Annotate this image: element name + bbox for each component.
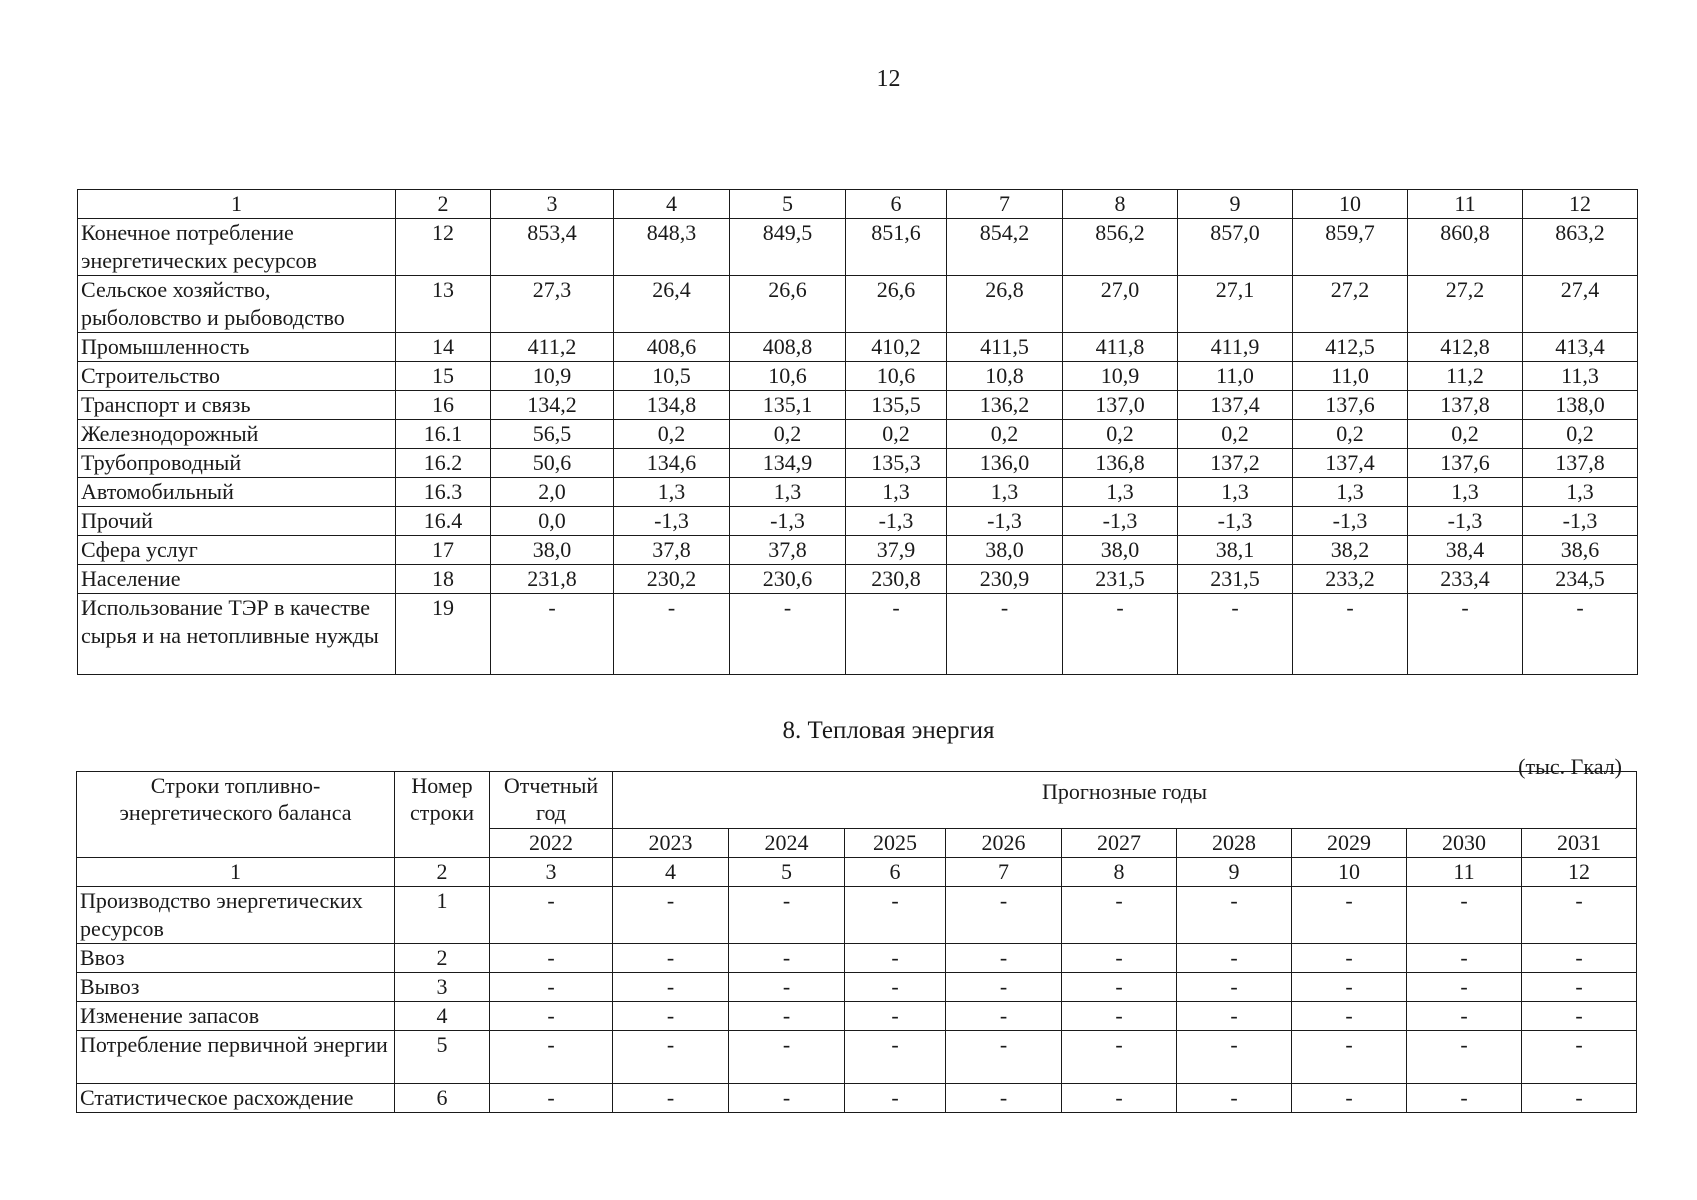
heat-energy-table bbox=[76, 771, 1637, 1113]
column-number: 3 bbox=[490, 858, 613, 887]
table-cell-value: 231,8 bbox=[491, 565, 614, 594]
column-number: 8 bbox=[1062, 858, 1177, 887]
table-cell-value: - bbox=[845, 973, 946, 1002]
table-row bbox=[78, 391, 1638, 420]
table-row bbox=[77, 944, 1637, 973]
column-number: 5 bbox=[730, 190, 846, 219]
column-number: 5 bbox=[729, 858, 845, 887]
table-cell-value: 136,2 bbox=[947, 391, 1063, 420]
table-cell-value: 411,2 bbox=[491, 333, 614, 362]
table-cell-value: - bbox=[490, 1084, 613, 1113]
table-cell-value: 0,0 bbox=[491, 507, 614, 536]
table-cell-value: - bbox=[1177, 1002, 1292, 1031]
table-cell-value: - bbox=[1292, 1031, 1407, 1084]
column-number: 4 bbox=[613, 858, 729, 887]
table-cell-value: - bbox=[1407, 1002, 1522, 1031]
row-label: Статистическое расхождение bbox=[77, 1084, 395, 1113]
table-cell-value: 230,6 bbox=[730, 565, 846, 594]
row-line-number: 5 bbox=[395, 1031, 490, 1084]
table-cell-value: - bbox=[1062, 973, 1177, 1002]
table-cell-value: 37,8 bbox=[730, 536, 846, 565]
table-cell-value: 26,6 bbox=[730, 276, 846, 333]
table-cell-value: - bbox=[490, 1031, 613, 1084]
header-forecast-year: 2024 bbox=[729, 829, 845, 858]
column-number: 2 bbox=[395, 858, 490, 887]
table-cell-value: - bbox=[1062, 1031, 1177, 1084]
table-row bbox=[78, 333, 1638, 362]
row-label: Использование ТЭР в качестве сырья и на нетопливные нужды bbox=[78, 594, 396, 675]
row-label: Потребление первичной энергии bbox=[77, 1031, 395, 1084]
column-number: 9 bbox=[1177, 858, 1292, 887]
table-cell-value: 10,6 bbox=[846, 362, 947, 391]
table-cell-value: - bbox=[1292, 1002, 1407, 1031]
table-cell-value: 137,6 bbox=[1293, 391, 1408, 420]
row-label: Прочий bbox=[78, 507, 396, 536]
row-line-number: 16.4 bbox=[396, 507, 491, 536]
table-cell-value: - bbox=[1292, 944, 1407, 973]
table-cell-value: 137,8 bbox=[1408, 391, 1523, 420]
table-cell-value: - bbox=[491, 594, 614, 675]
table-cell-value: - bbox=[1522, 973, 1637, 1002]
table-cell-value: 38,6 bbox=[1523, 536, 1638, 565]
table-cell-value: - bbox=[946, 887, 1062, 944]
table-row bbox=[77, 1002, 1637, 1031]
table-cell-value: - bbox=[613, 1084, 729, 1113]
row-line-number: 16.2 bbox=[396, 449, 491, 478]
table-row bbox=[77, 973, 1637, 1002]
table-cell-value: 134,6 bbox=[614, 449, 730, 478]
column-number: 6 bbox=[846, 190, 947, 219]
table-cell-value: 854,2 bbox=[947, 219, 1063, 276]
row-line-number: 6 bbox=[395, 1084, 490, 1113]
table-cell-value: - bbox=[729, 944, 845, 973]
table-cell-value: 233,2 bbox=[1293, 565, 1408, 594]
table-cell-value: - bbox=[1407, 1031, 1522, 1084]
table-cell-value: 1,3 bbox=[947, 478, 1063, 507]
table-cell-value: - bbox=[1292, 887, 1407, 944]
table-cell-value: -1,3 bbox=[1293, 507, 1408, 536]
table-cell-value: 27,3 bbox=[491, 276, 614, 333]
row-line-number: 19 bbox=[396, 594, 491, 675]
table-cell-value: 0,2 bbox=[1178, 420, 1293, 449]
table-cell-value: 0,2 bbox=[614, 420, 730, 449]
table-cell-value: 1,3 bbox=[1408, 478, 1523, 507]
table-cell-value: - bbox=[614, 594, 730, 675]
table-cell-value: 26,6 bbox=[846, 276, 947, 333]
table-cell-value: 136,8 bbox=[1063, 449, 1178, 478]
table-cell-value: - bbox=[1178, 594, 1293, 675]
table-cell-value: - bbox=[729, 973, 845, 1002]
column-number: 3 bbox=[491, 190, 614, 219]
table-cell-value: 137,0 bbox=[1063, 391, 1178, 420]
table-cell-value: - bbox=[490, 944, 613, 973]
header-rows-label: Строки топливно-энергетического баланса bbox=[77, 772, 395, 858]
table-cell-value: 233,4 bbox=[1408, 565, 1523, 594]
table-cell-value: 411,8 bbox=[1063, 333, 1178, 362]
header-forecast-year: 2025 bbox=[845, 829, 946, 858]
table-cell-value: - bbox=[1523, 594, 1638, 675]
table-cell-value: - bbox=[613, 887, 729, 944]
table-cell-value: 859,7 bbox=[1293, 219, 1408, 276]
row-label: Изменение запасов bbox=[77, 1002, 395, 1031]
column-number: 10 bbox=[1293, 190, 1408, 219]
column-number: 7 bbox=[947, 190, 1063, 219]
table-cell-value: 134,9 bbox=[730, 449, 846, 478]
row-label: Железнодорожный bbox=[78, 420, 396, 449]
section-title: 8. Тепловая энергия bbox=[782, 717, 995, 744]
table-cell-value: 0,2 bbox=[846, 420, 947, 449]
table-cell-value: 408,8 bbox=[730, 333, 846, 362]
table-row bbox=[78, 420, 1638, 449]
table-cell-value: 135,3 bbox=[846, 449, 947, 478]
table-cell-value: 1,3 bbox=[1178, 478, 1293, 507]
units-label: (тыс. Гкал) bbox=[1518, 754, 1622, 779]
column-number: 8 bbox=[1063, 190, 1178, 219]
column-number: 12 bbox=[1522, 858, 1637, 887]
table-cell-value: 860,8 bbox=[1408, 219, 1523, 276]
table-cell-value: 230,8 bbox=[846, 565, 947, 594]
table-cell-value: - bbox=[613, 1002, 729, 1031]
table-cell-value: - bbox=[1408, 594, 1523, 675]
table-row bbox=[78, 594, 1638, 675]
table-cell-value: - bbox=[729, 887, 845, 944]
table-cell-value: 0,2 bbox=[947, 420, 1063, 449]
table-row bbox=[78, 536, 1638, 565]
table-cell-value: 234,5 bbox=[1523, 565, 1638, 594]
table-cell-value: - bbox=[1177, 1031, 1292, 1084]
table-cell-value: - bbox=[1062, 944, 1177, 973]
table-cell-value: 851,6 bbox=[846, 219, 947, 276]
row-label: Трубопроводный bbox=[78, 449, 396, 478]
table-cell-value: - bbox=[490, 1002, 613, 1031]
table-cell-value: - bbox=[613, 1031, 729, 1084]
table-cell-value: 10,6 bbox=[730, 362, 846, 391]
table-cell-value: 408,6 bbox=[614, 333, 730, 362]
table-cell-value: - bbox=[846, 594, 947, 675]
header-forecast-year: 2026 bbox=[946, 829, 1062, 858]
table-cell-value: -1,3 bbox=[947, 507, 1063, 536]
table-cell-value: - bbox=[613, 973, 729, 1002]
table-cell-value: 1,3 bbox=[730, 478, 846, 507]
table-cell-value: - bbox=[946, 1002, 1062, 1031]
table-cell-value: 50,6 bbox=[491, 449, 614, 478]
table-cell-value: 26,8 bbox=[947, 276, 1063, 333]
table-cell-value: 137,8 bbox=[1523, 449, 1638, 478]
column-number: 11 bbox=[1407, 858, 1522, 887]
header-report-year: 2022 bbox=[490, 829, 613, 858]
table-cell-value: 863,2 bbox=[1523, 219, 1638, 276]
table-cell-value: - bbox=[845, 1031, 946, 1084]
table-cell-value: 10,5 bbox=[614, 362, 730, 391]
table-cell-value: 2,0 bbox=[491, 478, 614, 507]
table-cell-value: - bbox=[729, 1002, 845, 1031]
column-number: 1 bbox=[77, 858, 395, 887]
table-cell-value: 856,2 bbox=[1063, 219, 1178, 276]
table-cell-value: 230,9 bbox=[947, 565, 1063, 594]
row-line-number: 16 bbox=[396, 391, 491, 420]
column-number: 1 bbox=[78, 190, 396, 219]
table-cell-value: 27,2 bbox=[1408, 276, 1523, 333]
table-cell-value: -1,3 bbox=[614, 507, 730, 536]
row-label: Производство энергетических ресурсов bbox=[77, 887, 395, 944]
row-label: Население bbox=[78, 565, 396, 594]
table-cell-value: 27,1 bbox=[1178, 276, 1293, 333]
table-cell-value: - bbox=[946, 1084, 1062, 1113]
table-cell-value: 412,5 bbox=[1293, 333, 1408, 362]
table-cell-value: - bbox=[1177, 944, 1292, 973]
table-cell-value: - bbox=[1522, 1031, 1637, 1084]
row-label: Сфера услуг bbox=[78, 536, 396, 565]
table-cell-value: -1,3 bbox=[1523, 507, 1638, 536]
row-line-number: 16.1 bbox=[396, 420, 491, 449]
table-row bbox=[77, 887, 1637, 944]
table-cell-value: - bbox=[845, 887, 946, 944]
table-row bbox=[77, 1031, 1637, 1084]
table-cell-value: 135,1 bbox=[730, 391, 846, 420]
table-cell-value: 0,2 bbox=[1408, 420, 1523, 449]
table-cell-value: 230,2 bbox=[614, 565, 730, 594]
row-label: Сельское хозяйство, рыболовство и рыбоводство bbox=[78, 276, 396, 333]
table-cell-value: 10,9 bbox=[491, 362, 614, 391]
table-cell-value: - bbox=[1062, 887, 1177, 944]
table-cell-value: 11,2 bbox=[1408, 362, 1523, 391]
column-number: 6 bbox=[845, 858, 946, 887]
table-cell-value: - bbox=[729, 1031, 845, 1084]
row-line-number: 16.3 bbox=[396, 478, 491, 507]
table-cell-value: - bbox=[490, 887, 613, 944]
table-cell-value: -1,3 bbox=[1063, 507, 1178, 536]
table-cell-value: 411,9 bbox=[1178, 333, 1293, 362]
row-label: Промышленность bbox=[78, 333, 396, 362]
table-cell-value: - bbox=[1177, 887, 1292, 944]
table-cell-value: - bbox=[845, 944, 946, 973]
row-line-number: 13 bbox=[396, 276, 491, 333]
row-line-number: 4 bbox=[395, 1002, 490, 1031]
table-cell-value: - bbox=[1177, 1084, 1292, 1113]
table-cell-value: 410,2 bbox=[846, 333, 947, 362]
table-cell-value: 1,3 bbox=[1523, 478, 1638, 507]
table-cell-value: 56,5 bbox=[491, 420, 614, 449]
table-cell-value: 38,2 bbox=[1293, 536, 1408, 565]
table-cell-value: 26,4 bbox=[614, 276, 730, 333]
header-row bbox=[77, 772, 1637, 829]
table-cell-value: - bbox=[613, 944, 729, 973]
table-cell-value: 11,0 bbox=[1178, 362, 1293, 391]
table-cell-value: 231,5 bbox=[1063, 565, 1178, 594]
table-cell-value: - bbox=[946, 973, 1062, 1002]
table-cell-value: - bbox=[1522, 1002, 1637, 1031]
header-forecast-year: 2027 bbox=[1062, 829, 1177, 858]
table-cell-value: 1,3 bbox=[846, 478, 947, 507]
table-cell-value: 0,2 bbox=[1523, 420, 1638, 449]
table-cell-value: - bbox=[1292, 973, 1407, 1002]
table-cell-value: - bbox=[1062, 1002, 1177, 1031]
column-number: 9 bbox=[1178, 190, 1293, 219]
table-cell-value: 412,8 bbox=[1408, 333, 1523, 362]
row-line-number: 3 bbox=[395, 973, 490, 1002]
table-cell-value: - bbox=[1407, 1084, 1522, 1113]
table-cell-value: - bbox=[1522, 887, 1637, 944]
table-cell-value: - bbox=[730, 594, 846, 675]
table-cell-value: 38,0 bbox=[491, 536, 614, 565]
table-cell-value: - bbox=[1407, 887, 1522, 944]
header-forecast-year: 2028 bbox=[1177, 829, 1292, 858]
table-cell-value: 11,3 bbox=[1523, 362, 1638, 391]
table-cell-value: 27,0 bbox=[1063, 276, 1178, 333]
table-cell-value: 10,8 bbox=[947, 362, 1063, 391]
column-number: 4 bbox=[614, 190, 730, 219]
table-cell-value: 37,8 bbox=[614, 536, 730, 565]
table-row bbox=[78, 362, 1638, 391]
table-cell-value: 1,3 bbox=[1293, 478, 1408, 507]
table-cell-value: - bbox=[1062, 1084, 1177, 1113]
column-numbers-row bbox=[78, 190, 1638, 219]
header-forecast-year: 2030 bbox=[1407, 829, 1522, 858]
table-cell-value: - bbox=[1063, 594, 1178, 675]
row-label: Строительство bbox=[78, 362, 396, 391]
table-row bbox=[78, 219, 1638, 276]
table-cell-value: 848,3 bbox=[614, 219, 730, 276]
table-cell-value: - bbox=[1293, 594, 1408, 675]
row-line-number: 12 bbox=[396, 219, 491, 276]
table-cell-value: 231,5 bbox=[1178, 565, 1293, 594]
table-cell-value: 27,4 bbox=[1523, 276, 1638, 333]
table-cell-value: - bbox=[947, 594, 1063, 675]
header-forecast-year: 2031 bbox=[1522, 829, 1637, 858]
table-cell-value: 1,3 bbox=[1063, 478, 1178, 507]
table-cell-value: 135,5 bbox=[846, 391, 947, 420]
row-line-number: 18 bbox=[396, 565, 491, 594]
table-cell-value: - bbox=[1292, 1084, 1407, 1113]
row-label: Автомобильный bbox=[78, 478, 396, 507]
table-cell-value: 1,3 bbox=[614, 478, 730, 507]
column-number: 2 bbox=[396, 190, 491, 219]
header-forecast-year: 2029 bbox=[1292, 829, 1407, 858]
table-cell-value: 0,2 bbox=[1063, 420, 1178, 449]
page-number: 12 bbox=[876, 66, 901, 92]
table-cell-value: 27,2 bbox=[1293, 276, 1408, 333]
table-cell-value: 849,5 bbox=[730, 219, 846, 276]
column-number: 11 bbox=[1408, 190, 1523, 219]
table-cell-value: 137,2 bbox=[1178, 449, 1293, 478]
table-cell-value: 38,4 bbox=[1408, 536, 1523, 565]
row-label: Ввоз bbox=[77, 944, 395, 973]
table-cell-value: -1,3 bbox=[730, 507, 846, 536]
table-row bbox=[78, 565, 1638, 594]
table-cell-value: - bbox=[845, 1084, 946, 1113]
table-row bbox=[78, 507, 1638, 536]
table-cell-value: - bbox=[490, 973, 613, 1002]
row-line-number: 17 bbox=[396, 536, 491, 565]
table-cell-value: -1,3 bbox=[1408, 507, 1523, 536]
table-cell-value: 853,4 bbox=[491, 219, 614, 276]
table-cell-value: - bbox=[1522, 944, 1637, 973]
table-cell-value: 413,4 bbox=[1523, 333, 1638, 362]
table-cell-value: - bbox=[729, 1084, 845, 1113]
table-cell-value: 0,2 bbox=[730, 420, 846, 449]
table-cell-value: 38,0 bbox=[1063, 536, 1178, 565]
row-label: Конечное потребление энергетических ресурсов bbox=[78, 219, 396, 276]
table-cell-value: - bbox=[1522, 1084, 1637, 1113]
table-cell-value: - bbox=[946, 944, 1062, 973]
table-cell-value: 11,0 bbox=[1293, 362, 1408, 391]
table-cell-value: 137,4 bbox=[1293, 449, 1408, 478]
table-cell-value: 137,4 bbox=[1178, 391, 1293, 420]
table-cell-value: 134,2 bbox=[491, 391, 614, 420]
table-cell-value: 37,9 bbox=[846, 536, 947, 565]
table-cell-value: 138,0 bbox=[1523, 391, 1638, 420]
table-row bbox=[78, 478, 1638, 507]
table-row bbox=[78, 449, 1638, 478]
header-line-label: Номер строки bbox=[395, 772, 490, 858]
table-row bbox=[77, 1084, 1637, 1113]
table-cell-value: 10,9 bbox=[1063, 362, 1178, 391]
table-cell-value: 137,6 bbox=[1408, 449, 1523, 478]
header-forecast-label: Прогнозные годы bbox=[613, 772, 1637, 829]
row-line-number: 14 bbox=[396, 333, 491, 362]
table-cell-value: 411,5 bbox=[947, 333, 1063, 362]
table-cell-value: - bbox=[1407, 973, 1522, 1002]
header-report-label: Отчетный год bbox=[490, 772, 613, 829]
energy-consumption-table bbox=[77, 189, 1638, 675]
table-row bbox=[78, 276, 1638, 333]
row-line-number: 15 bbox=[396, 362, 491, 391]
row-line-number: 1 bbox=[395, 887, 490, 944]
table-cell-value: - bbox=[845, 1002, 946, 1031]
row-line-number: 2 bbox=[395, 944, 490, 973]
column-numbers-row bbox=[77, 858, 1637, 887]
table-cell-value: 857,0 bbox=[1178, 219, 1293, 276]
table-cell-value: - bbox=[1407, 944, 1522, 973]
table-cell-value: 0,2 bbox=[1293, 420, 1408, 449]
row-label: Вывоз bbox=[77, 973, 395, 1002]
column-number: 10 bbox=[1292, 858, 1407, 887]
header-forecast-year: 2023 bbox=[613, 829, 729, 858]
table-cell-value: 38,1 bbox=[1178, 536, 1293, 565]
table-cell-value: - bbox=[946, 1031, 1062, 1084]
column-number: 7 bbox=[946, 858, 1062, 887]
table-cell-value: 38,0 bbox=[947, 536, 1063, 565]
column-number: 12 bbox=[1523, 190, 1638, 219]
table-cell-value: -1,3 bbox=[1178, 507, 1293, 536]
table-cell-value: -1,3 bbox=[846, 507, 947, 536]
row-label: Транспорт и связь bbox=[78, 391, 396, 420]
table-cell-value: - bbox=[1177, 973, 1292, 1002]
table-cell-value: 136,0 bbox=[947, 449, 1063, 478]
table-cell-value: 134,8 bbox=[614, 391, 730, 420]
